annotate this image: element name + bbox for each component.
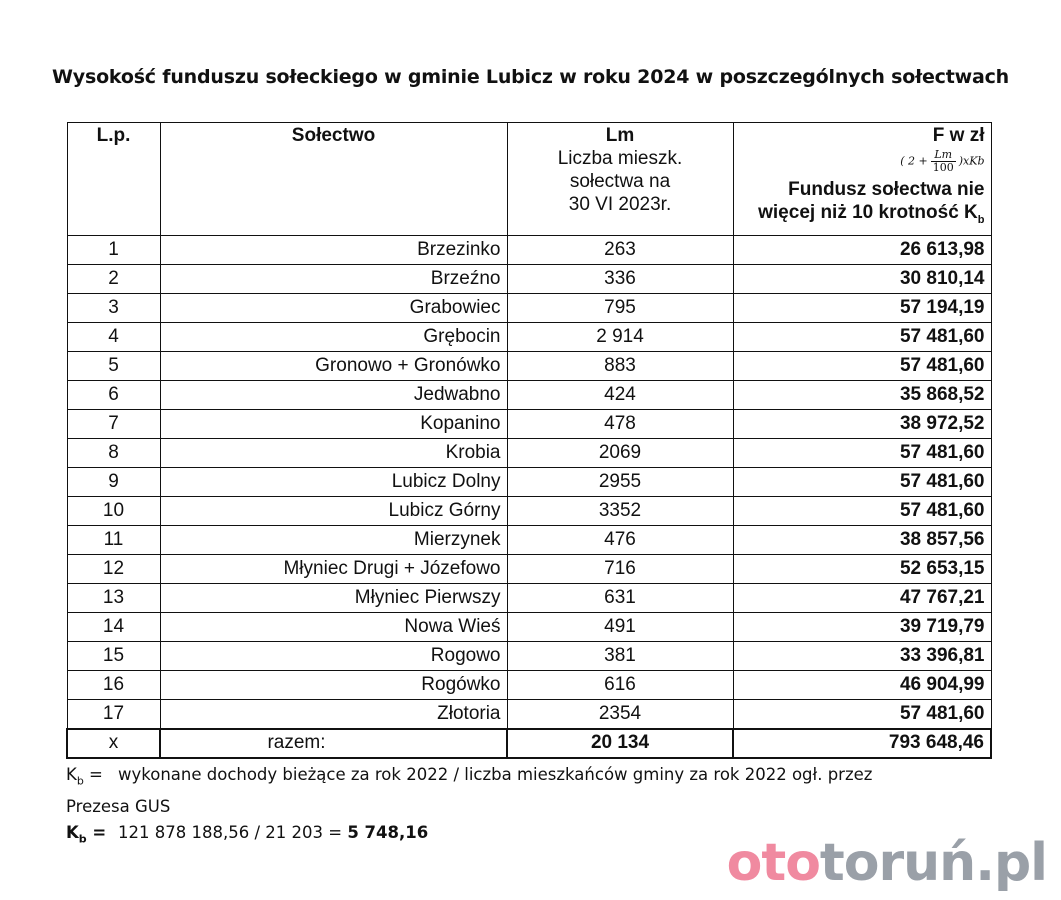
row-solectwo: Młyniec Pierwszy — [160, 584, 507, 613]
table-row — [67, 584, 991, 613]
fund-table — [66, 122, 992, 759]
row-fund: 47 767,21 — [733, 584, 991, 613]
fund-desc-1: Fundusz sołectwa nie — [788, 179, 985, 200]
kb-definition: $K_b$ = wykonane dochody bieżące za rok 2022 / liczba mieszkańców gminy za rok 2022 ogł. przez — [66, 765, 873, 788]
header-lm — [507, 123, 733, 236]
table-header-row — [67, 123, 991, 236]
row-lp: 11 — [67, 526, 160, 555]
table-row — [67, 265, 991, 294]
row-lm: 2 914 — [507, 323, 733, 352]
row-solectwo: Grabowiec — [160, 294, 507, 323]
lm-desc-1: Liczba mieszk. — [557, 148, 683, 169]
row-solectwo: Krobia — [160, 439, 507, 468]
lm-desc-3: 30 VI 2023r. — [568, 194, 672, 215]
row-solectwo: Rogówko — [160, 671, 507, 700]
row-lm: 716 — [507, 555, 733, 584]
row-lp: 1 — [67, 236, 160, 265]
row-fund: 57 481,60 — [733, 497, 991, 526]
table-row — [67, 381, 991, 410]
row-lm: 883 — [507, 352, 733, 381]
row-solectwo: Młyniec Drugi + Józefowo — [160, 555, 507, 584]
f-label: F w zł — [932, 125, 985, 146]
row-lp: 14 — [67, 613, 160, 642]
row-lm: 478 — [507, 410, 733, 439]
row-lp: 3 — [67, 294, 160, 323]
row-lm: 631 — [507, 584, 733, 613]
header-solectwo: Sołectwo — [160, 123, 507, 236]
row-lp: 10 — [67, 497, 160, 526]
row-fund: 57 481,60 — [733, 700, 991, 729]
table-row — [67, 352, 991, 381]
row-lm: 263 — [507, 236, 733, 265]
table-row — [67, 555, 991, 584]
row-lm: 616 — [507, 671, 733, 700]
row-solectwo: Złotoria — [160, 700, 507, 729]
row-lm: 795 — [507, 294, 733, 323]
total-row — [67, 729, 991, 758]
table-row — [67, 642, 991, 671]
row-lp: 15 — [67, 642, 160, 671]
total-lp: x — [67, 729, 160, 758]
row-lp: 17 — [67, 700, 160, 729]
row-lm: 2955 — [507, 468, 733, 497]
row-solectwo: Grębocin — [160, 323, 507, 352]
row-lp: 2 — [67, 265, 160, 294]
kb-definition-cont: Prezesa GUS — [66, 797, 171, 817]
row-solectwo: Gronowo + Gronówko — [160, 352, 507, 381]
row-lm: 336 — [507, 265, 733, 294]
row-lm: 424 — [507, 381, 733, 410]
lm-desc-2: sołectwa na — [569, 171, 671, 192]
row-fund: 39 719,79 — [733, 613, 991, 642]
row-fund: 57 481,60 — [733, 468, 991, 497]
row-solectwo: Kopanino — [160, 410, 507, 439]
row-solectwo: Brzeźno — [160, 265, 507, 294]
table-row — [67, 497, 991, 526]
row-lm: 476 — [507, 526, 733, 555]
document-title: Wysokość funduszu sołeckiego w gminie Lubicz w roku 2024 w poszczególnych sołectwach — [52, 66, 1009, 88]
row-fund: 57 194,19 — [733, 294, 991, 323]
row-solectwo: Rogowo — [160, 642, 507, 671]
total-lm: 20 134 — [507, 729, 733, 758]
row-lp: 8 — [67, 439, 160, 468]
row-lp: 13 — [67, 584, 160, 613]
row-solectwo: Nowa Wieś — [160, 613, 507, 642]
row-lp: 5 — [67, 352, 160, 381]
row-lm: 2069 — [507, 439, 733, 468]
table-row — [67, 439, 991, 468]
table-row — [67, 468, 991, 497]
lm-label: Lm — [605, 125, 635, 146]
row-fund: 33 396,81 — [733, 642, 991, 671]
header-fund — [733, 123, 991, 236]
row-lm: 3352 — [507, 497, 733, 526]
total-label: razem: — [160, 729, 507, 758]
table-row — [67, 410, 991, 439]
row-lm: 381 — [507, 642, 733, 671]
row-fund: 52 653,15 — [733, 555, 991, 584]
row-fund: 35 868,52 — [733, 381, 991, 410]
fund-formula: ( 2 + $\frac{Lm}{100}$ )xKb — [900, 148, 985, 174]
table-row — [67, 671, 991, 700]
table-row — [67, 700, 991, 729]
row-solectwo: Jedwabno — [160, 381, 507, 410]
row-fund: 38 857,56 — [733, 526, 991, 555]
ototorun-watermark-logo: ototoruń.pl — [726, 833, 1047, 893]
table-row — [67, 323, 991, 352]
header-lp: L.p. — [67, 123, 160, 236]
row-lp: 12 — [67, 555, 160, 584]
row-lp: 7 — [67, 410, 160, 439]
row-fund: 46 904,99 — [733, 671, 991, 700]
table-row — [67, 526, 991, 555]
row-fund: 57 481,60 — [733, 352, 991, 381]
row-fund: 38 972,52 — [733, 410, 991, 439]
table-row — [67, 294, 991, 323]
fund-desc-2: więcej niż 10 krotność $K_b$ — [758, 202, 985, 226]
row-lm: 2354 — [507, 700, 733, 729]
row-lm: 491 — [507, 613, 733, 642]
total-fund: 793 648,46 — [733, 729, 991, 758]
row-lp: 16 — [67, 671, 160, 700]
row-lp: 4 — [67, 323, 160, 352]
row-fund: 30 810,14 — [733, 265, 991, 294]
row-fund: 57 481,60 — [733, 439, 991, 468]
row-fund: 26 613,98 — [733, 236, 991, 265]
row-fund: 57 481,60 — [733, 323, 991, 352]
table-row — [67, 613, 991, 642]
row-solectwo: Brzezinko — [160, 236, 507, 265]
row-lp: 6 — [67, 381, 160, 410]
table-row — [67, 236, 991, 265]
row-solectwo: Lubicz Górny — [160, 497, 507, 526]
row-solectwo: Lubicz Dolny — [160, 468, 507, 497]
row-solectwo: Mierzynek — [160, 526, 507, 555]
kb-calculation: $K_b = 121$ 878 188,56 / 21 203 = 5 748,16 — [66, 823, 429, 846]
row-lp: 9 — [67, 468, 160, 497]
